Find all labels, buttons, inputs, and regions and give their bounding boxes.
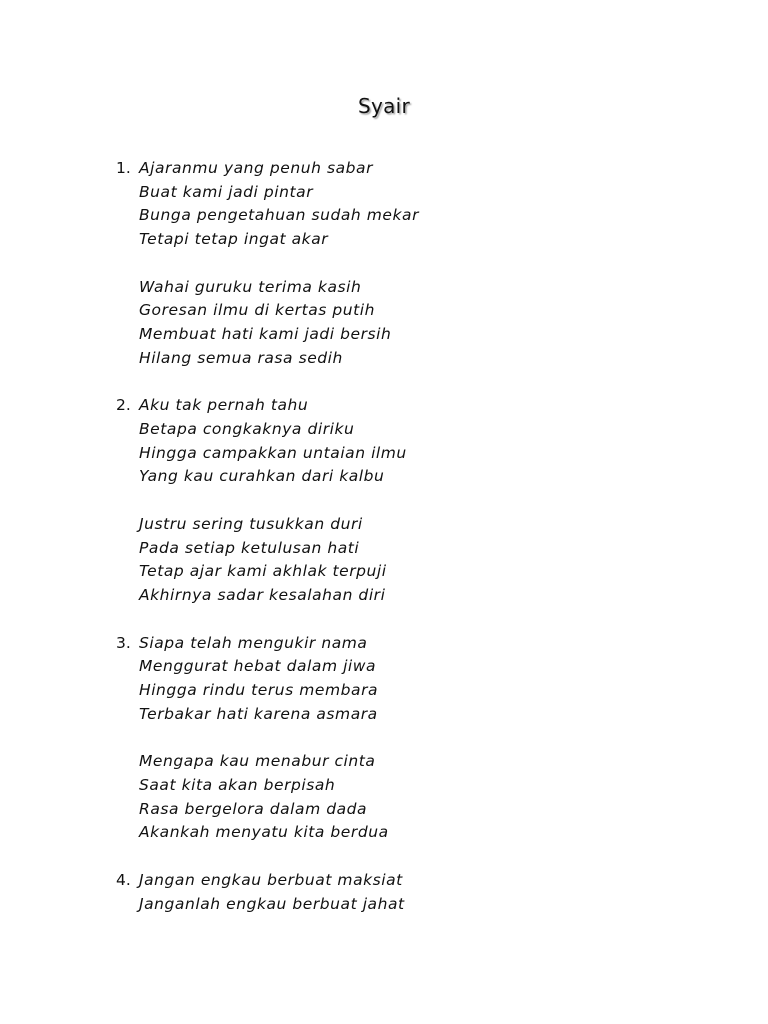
verse-3 bbox=[116, 632, 716, 845]
verse-number: 4. bbox=[116, 870, 131, 889]
poem-line: Bunga pengetahuan sudah mekar bbox=[139, 206, 420, 225]
verse-4 bbox=[116, 869, 716, 916]
verse-1 bbox=[116, 157, 716, 370]
poem-line: Aku tak pernah tahu bbox=[139, 396, 309, 415]
stanza bbox=[139, 513, 716, 608]
verse-2 bbox=[116, 394, 716, 607]
poem-line: Tetap ajar kami akhlak terpuji bbox=[139, 562, 387, 581]
poem-line: Pada setiap ketulusan hati bbox=[139, 538, 360, 557]
poem-line: Betapa congkaknya diriku bbox=[139, 420, 355, 439]
stanza bbox=[139, 632, 716, 727]
verse-number: 1. bbox=[116, 159, 131, 177]
poem-line: Ajaranmu yang penuh sabar bbox=[139, 159, 374, 177]
poem-line: Rasa bergelora dalam dada bbox=[139, 799, 368, 818]
poem-line: Justru sering tusukkan duri bbox=[139, 514, 363, 533]
poem-body bbox=[116, 157, 716, 940]
document-title: Syair bbox=[357, 94, 411, 118]
poem-line: Saat kita akan berpisah bbox=[139, 775, 336, 794]
poem-line: Membuat hati kami jadi bersih bbox=[139, 324, 392, 343]
poem-line: Terbakar hati karena asmara bbox=[139, 704, 378, 723]
poem-line: Mengapa kau menabur cinta bbox=[139, 752, 376, 771]
poem-line: Janganlah engkau berbuat jahat bbox=[139, 894, 405, 913]
poem-line: Siapa telah mengukir nama bbox=[139, 633, 368, 652]
poem-line: Hingga campakkan untaian ilmu bbox=[139, 443, 407, 462]
stanza bbox=[139, 394, 716, 489]
poem-line: Tetapi tetap ingat akar bbox=[139, 230, 329, 249]
stanza bbox=[139, 869, 716, 916]
poem-line: Goresan ilmu di kertas putih bbox=[139, 301, 375, 320]
poem-line: Yang kau curahkan dari kalbu bbox=[139, 467, 385, 486]
verse-number: 3. bbox=[116, 633, 131, 652]
poem-line: Jangan engkau berbuat maksiat bbox=[139, 870, 403, 889]
stanza bbox=[139, 276, 716, 371]
stanza bbox=[139, 750, 716, 845]
poem-line: Akhirnya sadar kesalahan diri bbox=[139, 585, 386, 604]
poem-line: Buat kami jadi pintar bbox=[139, 182, 314, 201]
poem-line: Menggurat hebat dalam jiwa bbox=[139, 657, 377, 676]
stanza bbox=[139, 157, 716, 252]
verse-number: 2. bbox=[116, 396, 131, 415]
poem-line: Wahai guruku terima kasih bbox=[139, 277, 362, 296]
poem-line: Hilang semua rasa sedih bbox=[139, 348, 343, 367]
poem-line: Akankah menyatu kita berdua bbox=[139, 823, 389, 842]
poem-line: Hingga rindu terus membara bbox=[139, 681, 379, 700]
